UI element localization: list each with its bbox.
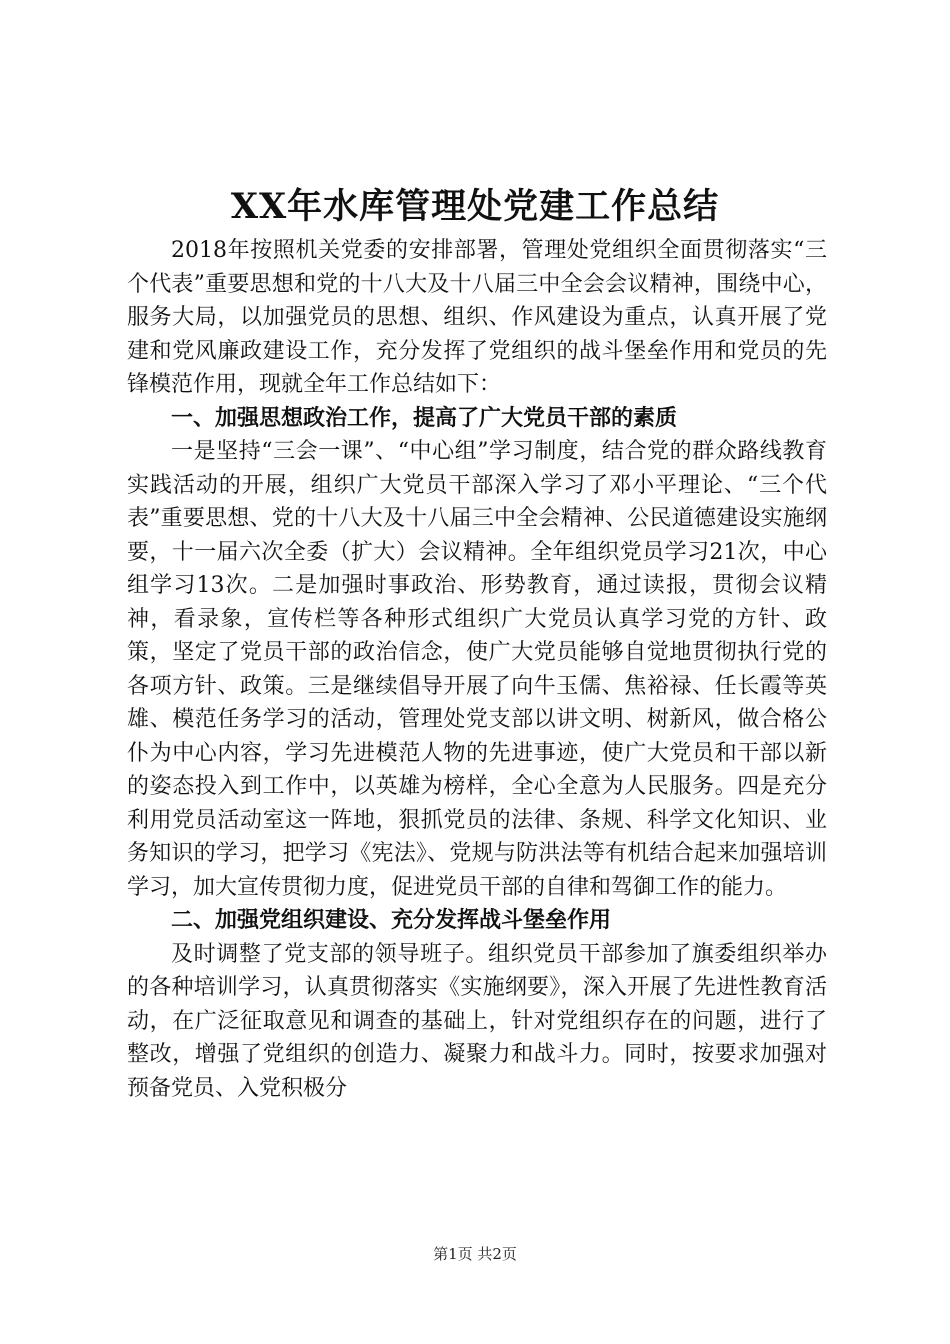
section-2-paragraph: 及时调整了党支部的领导班子。组织党员干部参加了旗委组织举办的各种培训学习，认真贯彻落实《实施纲要》，深入开展了先进性教育活动，在广泛征取意见和调查的基础上，针对党组织存在的问题，进行了整改，增强了党组织的创造力、凝聚力和战斗力。同时，按要求加强对预备党员、入党积极分 (127, 941, 827, 1101)
section-1-paragraph: 一是坚持“三会一课”、“中心组”学习制度，结合党的群众路线教育实践活动的开展，组织广大党员干部深入学习了邓小平理论、“三个代表”重要思想、党的十八大及十八届三中全会精神、公民道德建设实施纲要，十一届六次全委（扩大）会议精神。全年组织党员学习21次，中心组学习13次。二是加强时事政治、形势教育，通过读报，贯彻会议精神，看录象，宣传栏等各种形式组织广大党员认真学习党的方针、政策，坚定了党员干部的政治信念，使广大党员能够自觉地贯彻执行党的各项方针、政策。三是继续倡导开展了向牛玉儒、焦裕禄、任长霞等英雄、模范任务学习的活动，管理处党支部以讲文明、树新风，做合格公仆为中心内容，学习先进模范人物的先进事迹，使广大党员和干部以新的姿态投入到工作中，以英雄为榜样，全心全意为人民服务。四是充分利用党员活动室这一阵地，狠抓党员的法律、条规、科学文化知识、业务知识的学习，把学习《宪法》、党规与防洪法等有机结合起来加强培训学习，加大宣传贯彻力度，促进党员干部的自律和驾御工作的能力。 (127, 439, 827, 900)
section-1-heading: 一、加强思想政治工作，提高了广大党员干部的素质 (171, 405, 678, 431)
document-body (127, 234, 827, 1105)
section-2-heading: 二、加强党组织建设、充分发挥战斗堡垒作用 (171, 908, 612, 933)
document-title: XX年水库管理处党建工作总结 (230, 186, 720, 227)
page-footer: 第1页 共2页 (433, 1245, 517, 1263)
intro-paragraph: 2018年按照机关党委的安排部署，管理处党组织全面贯彻落实“三个代表”重要思想和党的十八大及十八届三中全会会议精神，围绕中心，服务大局，以加强党员的思想、组织、作风建设为重点，认真开展了党建和党风廉政建设工作，充分发挥了党组织的战斗堡垒作用和党员的先锋模范作用，现就全年工作总结如下： (127, 238, 827, 397)
